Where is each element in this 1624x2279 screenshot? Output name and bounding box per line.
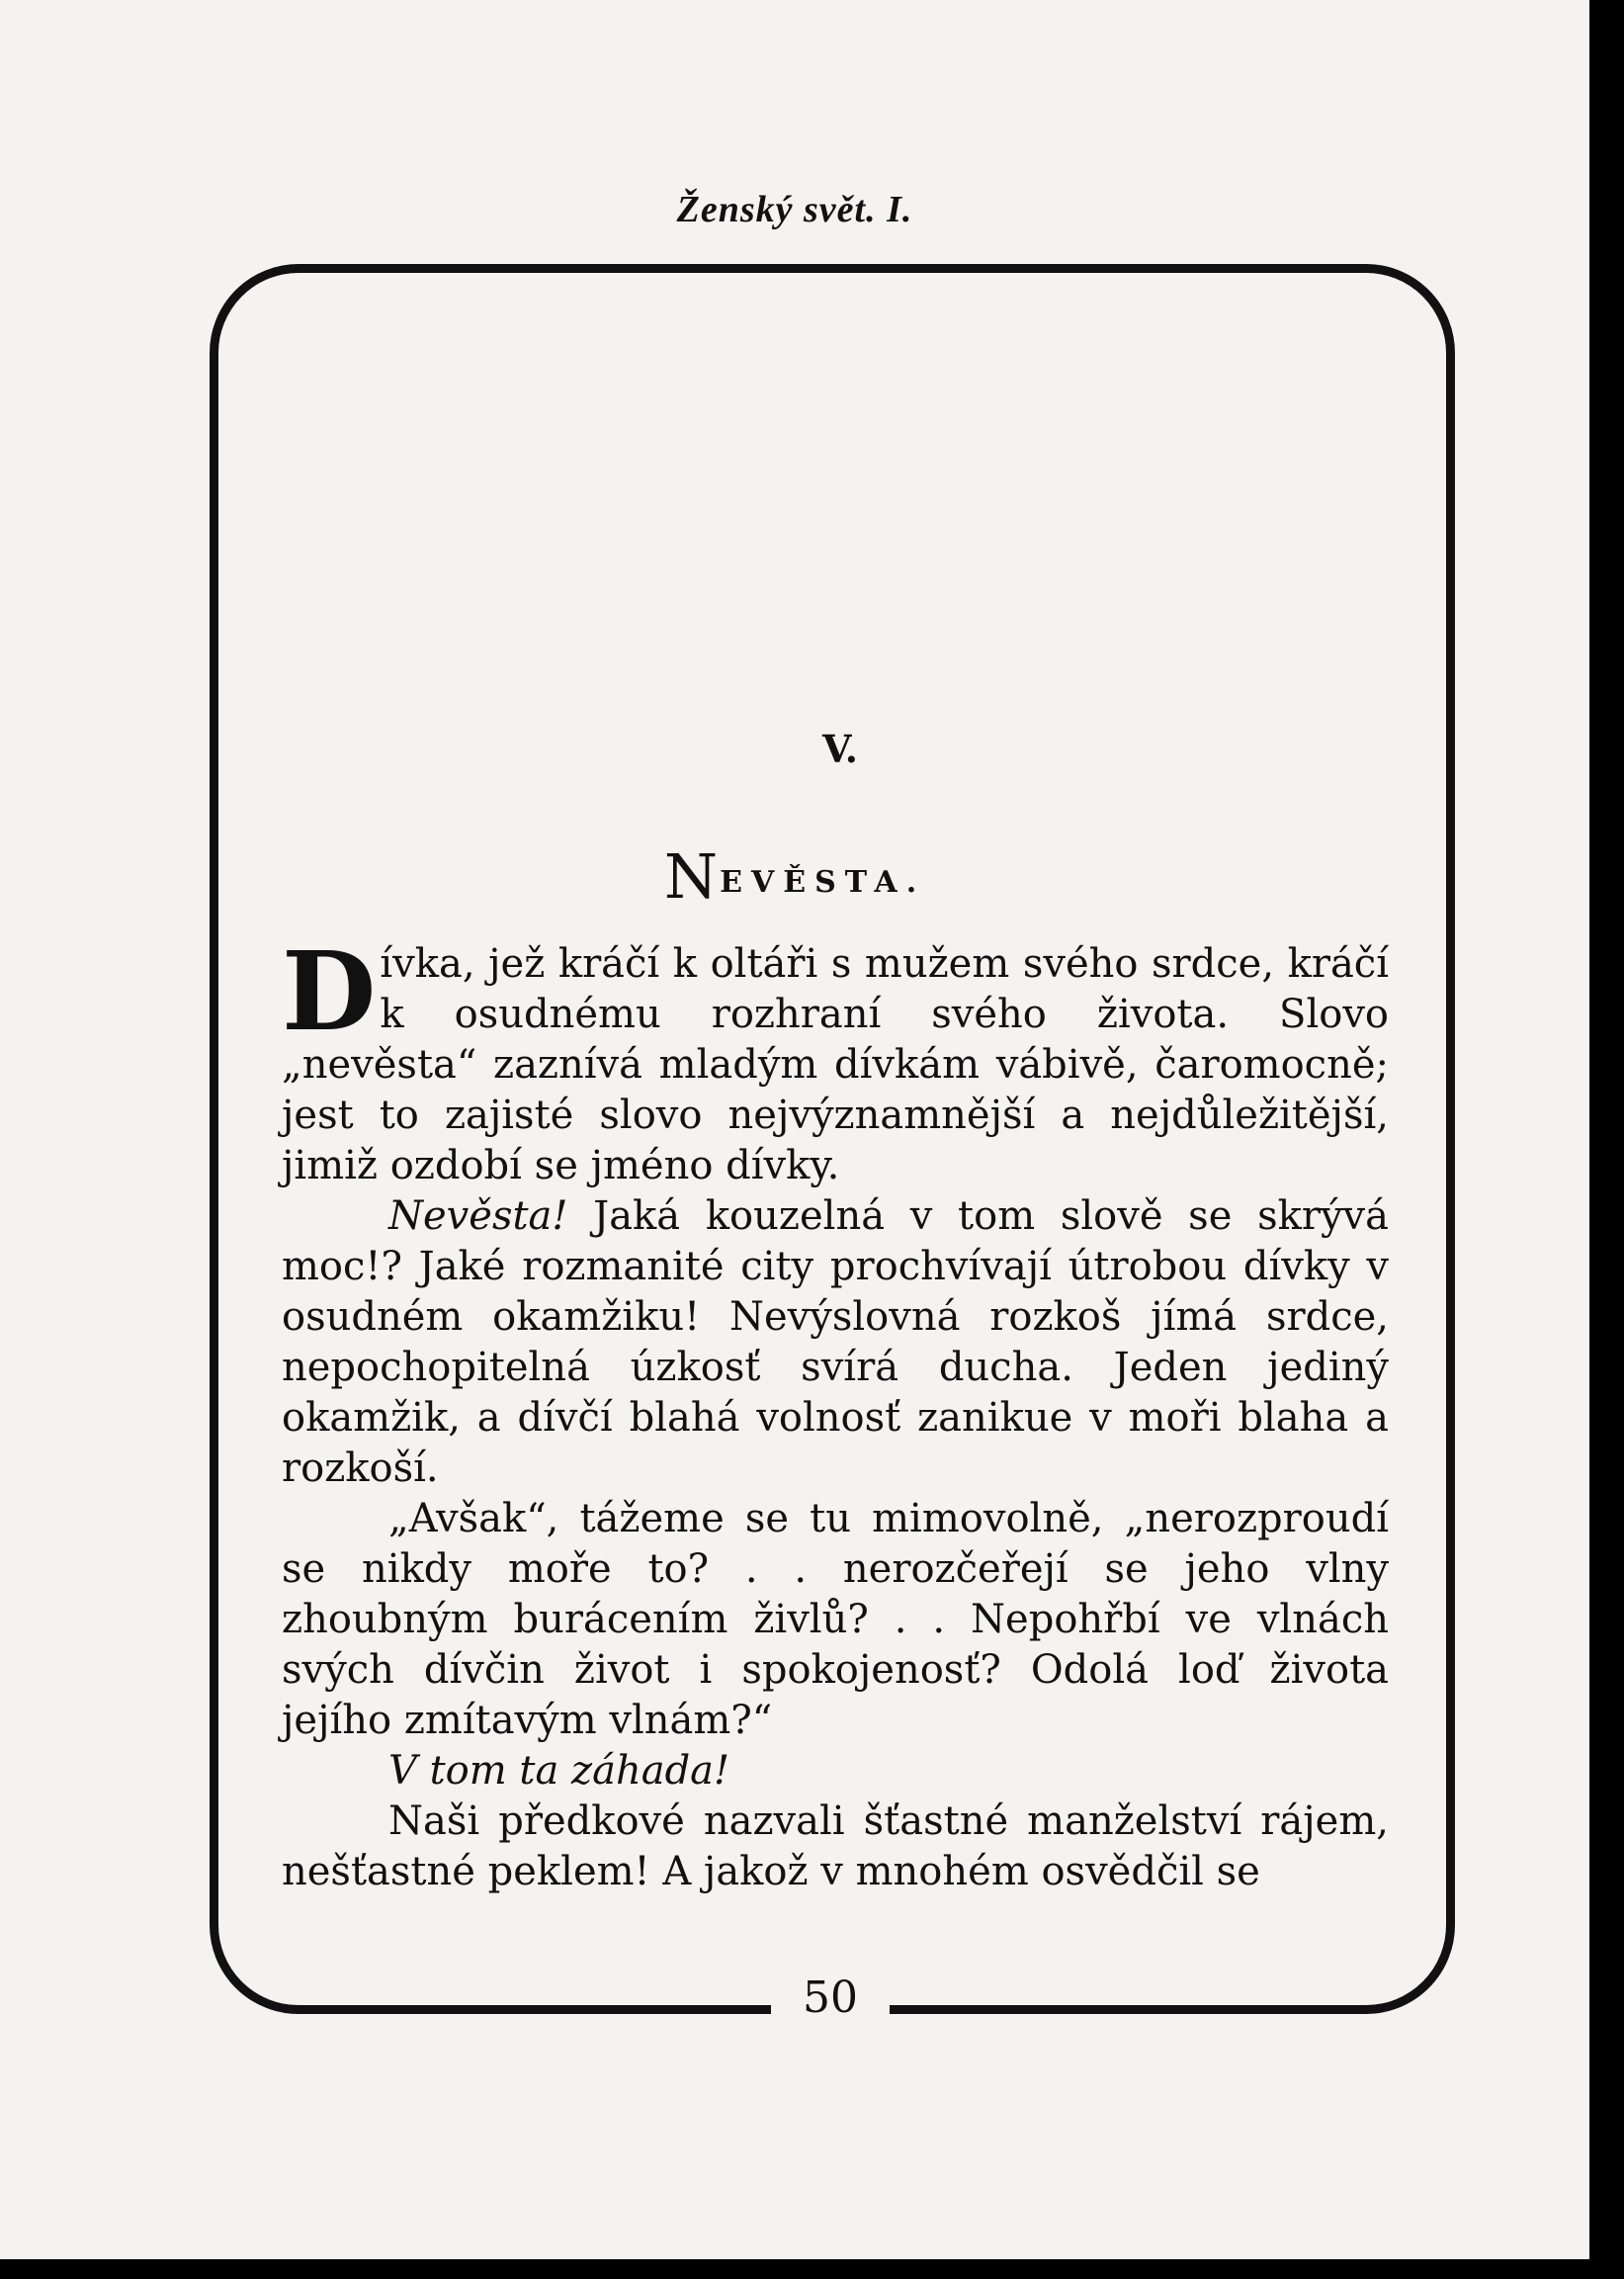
paragraph-1 <box>282 927 1389 1191</box>
paragraph-2 <box>282 1191 1389 1494</box>
paragraph-3-text: „Avšak“, tážeme se tu mimovolně, „nerozproudí se nikdy moře to? . . nerozčeřejí se jeho vlny zhoubným burácením živlů? . . Nepohřbí ve vlnách svých dívčin život i spokojenosť? Odolá loď života jejího zmítavým vlnám?“ <box>282 1496 1389 1743</box>
paragraph-5-text: Naši předkové nazvali šťastné manželství rájem, nešťastné peklem! A jakož v mnohém osvědčil se <box>282 1798 1389 1894</box>
page-number: 50 <box>803 1972 858 2023</box>
paragraph-5 <box>282 1797 1389 1897</box>
chapter-title-rest: EVĚSTA. <box>720 865 926 900</box>
body-text <box>282 927 1389 1897</box>
paragraph-2-text: Jaká kouzelná v tom slově se skrývá moc!? Jaké rozmanité city prochvívají útrobou dívky v osudném okamžiku! Nevýslovná rozkoš jímá srdce, nepochopitelná úzkosť svírá ducha. Jeden jediný okamžik, a dívčí blahá volnosť zanikue v moři blaha a rozkoší. <box>282 1193 1389 1491</box>
paragraph-2-italic-lead: Nevěsta! <box>388 1193 568 1239</box>
chapter-title <box>0 840 1589 913</box>
paragraph-1-text: ívka, jež kráčí k oltáři s mužem svého srdce, kráčí k osudnému rozhraní svého života. Slovo „nevěsta“ zaznívá mladým dívkám vábivě, čaromocně; jest to zajisté slovo nejvýznamnější a nejdůležitější, jimiž ozdobí se jméno dívky. <box>282 941 1389 1188</box>
paragraph-4-italic: V tom ta záhada! <box>388 1748 730 1794</box>
drop-cap: D <box>282 927 377 1055</box>
chapter-number: V. <box>821 727 859 771</box>
running-head: Ženský svět. I. <box>676 189 913 230</box>
paragraph-3 <box>282 1494 1389 1746</box>
paragraph-4 <box>282 1746 1389 1797</box>
chapter-title-initial: N <box>663 840 721 913</box>
